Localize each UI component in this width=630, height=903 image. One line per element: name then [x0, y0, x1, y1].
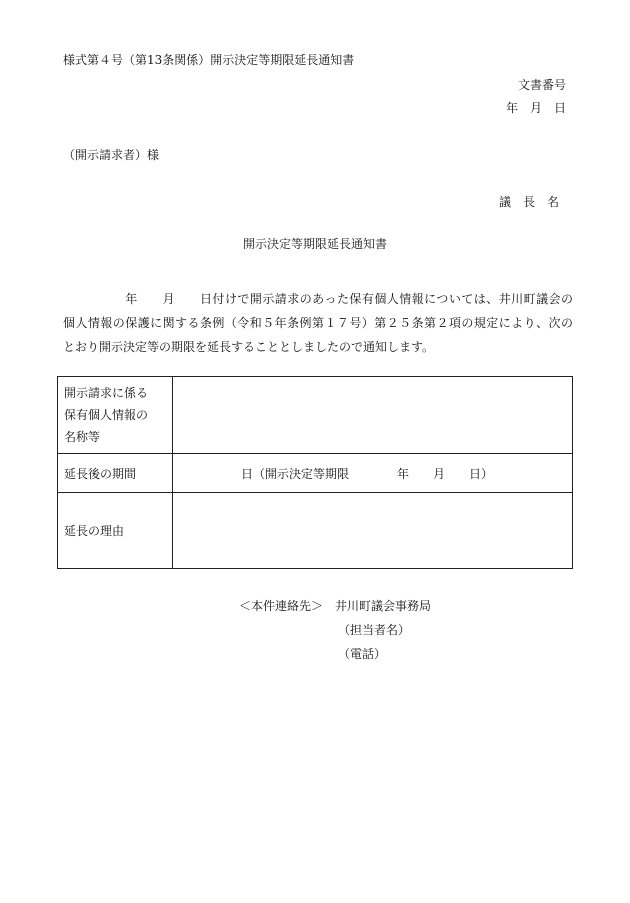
info-name-value[interactable]: [173, 377, 573, 454]
info-name-label: [58, 377, 173, 454]
body-line-1: 年 月 日付けで開示請求のあった保有個人情報については、井川町議会の: [63, 292, 573, 306]
document-number-label: 文書番号: [517, 78, 566, 92]
document-date: 年 月 日: [505, 101, 566, 115]
body-line-2: 個人情報の保護に関する条例（令和５年条例第１７号）第２５条第２項の規定により、次の: [63, 316, 573, 330]
extension-reason-value[interactable]: [173, 493, 573, 569]
contact-block: [239, 594, 431, 666]
contact-person: （担当者名）: [338, 623, 411, 637]
info-name-label-line-3: 名称等: [64, 430, 101, 444]
recipient-name: （開示請求者）様: [63, 148, 160, 162]
information-table: [57, 376, 573, 569]
extended-period-value[interactable]: 日（開示決定等期限 年 月 日）: [173, 454, 573, 493]
body-line-3: とおり開示決定等の期限を延長することとしましたので通知します。: [63, 340, 435, 354]
body-paragraph: [63, 287, 573, 359]
form-label: 様式第４号（第13条関係）開示決定等期限延長通知書: [63, 53, 355, 67]
sender-name: 議 長 名: [498, 195, 559, 209]
table-row: [58, 377, 573, 454]
document-title: 開示決定等期限延長通知書: [242, 237, 387, 251]
table-row: [58, 454, 573, 493]
contact-label: ＜本件連絡先＞ 井川町議会事務局: [239, 599, 432, 613]
info-name-label-line-1: 開示請求に係る: [64, 386, 149, 400]
contact-phone: （電話）: [338, 647, 387, 661]
table-row: [58, 493, 573, 569]
extension-reason-label: 延長の理由: [58, 493, 173, 569]
info-name-label-line-2: 保有個人情報の: [64, 408, 149, 422]
extended-period-label: 延長後の期間: [58, 454, 173, 493]
